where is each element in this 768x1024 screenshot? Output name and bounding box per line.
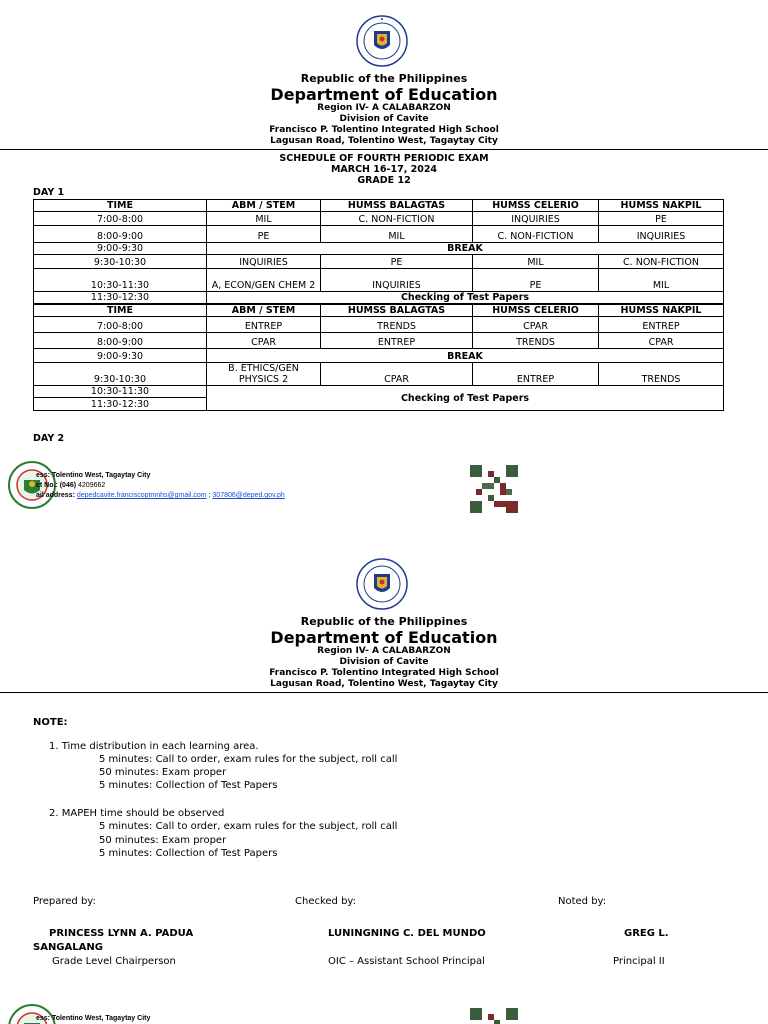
subject-cell: CPAR xyxy=(207,333,321,349)
time-cell: 10:30-11:30 xyxy=(34,269,207,292)
checked-by-title: OIC – Assistant School Principal xyxy=(328,956,485,967)
footer-contact-number: 4209662 xyxy=(78,482,106,489)
deped-seal-logo xyxy=(356,15,408,67)
department-title: Department of Education xyxy=(270,628,498,647)
table-row xyxy=(34,226,724,243)
time-cell: 9:00-9:30 xyxy=(34,349,207,363)
footer-address: ess: Tolentino West, Tagaytay City xyxy=(36,1015,151,1022)
exam-schedule-table xyxy=(33,199,724,411)
table-row xyxy=(34,212,724,226)
region-line: Region IV- A CALABARZON xyxy=(317,646,451,656)
republic-line: Republic of the Philippines xyxy=(300,615,468,628)
subject-cell: PE xyxy=(473,269,599,292)
column-header: ABM / STEM xyxy=(207,200,321,212)
column-header: HUMSS BALAGTAS xyxy=(321,200,473,212)
school-address: Lagusan Road, Tolentino West, Tagaytay City xyxy=(270,136,498,146)
column-header: TIME xyxy=(34,200,207,212)
footer-email-label: ail address: xyxy=(36,492,75,499)
header-divider xyxy=(0,692,768,693)
schedule-title: SCHEDULE OF FOURTH PERIODIC EXAM xyxy=(279,153,489,164)
break-cell: BREAK xyxy=(207,243,724,255)
column-header: TIME xyxy=(34,304,207,317)
table-row xyxy=(34,269,724,292)
table-header-row xyxy=(34,304,724,317)
time-cell: 8:00-9:00 xyxy=(34,226,207,243)
qr-code xyxy=(470,1008,518,1024)
subject-cell: ENTREP xyxy=(473,363,599,386)
subject-cell: C. NON-FICTION xyxy=(599,255,724,269)
checking-cell: Checking of Test Papers xyxy=(207,386,724,411)
noted-by-label: Noted by: xyxy=(558,896,607,907)
subject-cell: ENTREP xyxy=(599,317,724,333)
schedule-grade: GRADE 12 xyxy=(357,175,411,186)
subject-cell: INQUIRIES xyxy=(473,212,599,226)
table-row xyxy=(34,255,724,269)
table-row xyxy=(34,363,724,386)
time-cell: 10:30-11:30 xyxy=(34,386,207,398)
checking-row xyxy=(34,292,724,305)
subject-cell: TRENDS xyxy=(599,363,724,386)
checked-by-label: Checked by: xyxy=(295,896,356,907)
footer-contact-label: ct No.: (046) xyxy=(36,482,77,489)
column-header: HUMSS BALAGTAS xyxy=(321,304,473,317)
break-row xyxy=(34,349,724,363)
note-item-1-line: 50 minutes: Exam proper xyxy=(99,767,227,778)
footer-email-link[interactable]: depedcavite.franciscoptmnhs@gmail.com xyxy=(76,492,207,499)
school-name: Francisco P. Tolentino Integrated High School xyxy=(269,125,499,135)
footer-address: ess: Tolentino West, Tagaytay City xyxy=(36,472,151,479)
subject-cell: PE xyxy=(599,212,724,226)
department-title: Department of Education xyxy=(270,85,498,104)
prepared-by-name-cont: SANGALANG xyxy=(33,942,103,953)
subject-cell: PE xyxy=(321,255,473,269)
region-line: Region IV- A CALABARZON xyxy=(317,103,451,113)
subject-cell: MIL xyxy=(207,212,321,226)
school-name: Francisco P. Tolentino Integrated High School xyxy=(269,668,499,678)
break-row xyxy=(34,243,724,255)
subject-cell: CPAR xyxy=(321,363,473,386)
noted-by-name: GREG L. xyxy=(624,928,669,939)
subject-cell: CPAR xyxy=(473,317,599,333)
note-item-2-line: 5 minutes: Collection of Test Papers xyxy=(99,848,278,859)
subject-cell: INQUIRIES xyxy=(599,226,724,243)
subject-cell: MIL xyxy=(599,269,724,292)
table-row xyxy=(34,317,724,333)
column-header: HUMSS CELERIO xyxy=(473,304,599,317)
republic-line: Republic of the Philippines xyxy=(300,72,468,85)
note-item-2-line: 5 minutes: Call to order, exam rules for the subject, roll call xyxy=(99,821,398,832)
header-divider xyxy=(0,149,768,150)
subject-cell: C. NON-FICTION xyxy=(473,226,599,243)
subject-cell: ENTREP xyxy=(207,317,321,333)
noted-by-title: Principal II xyxy=(613,956,665,967)
table-row xyxy=(34,386,724,398)
subject-cell: MIL xyxy=(321,226,473,243)
table-row xyxy=(34,333,724,349)
subject-cell: INQUIRIES xyxy=(321,269,473,292)
qr-code xyxy=(470,465,518,513)
subject-cell: TRENDS xyxy=(321,317,473,333)
schedule-dates: MARCH 16-17, 2024 xyxy=(330,164,438,175)
deped-seal-logo xyxy=(356,558,408,610)
time-cell: 8:00-9:00 xyxy=(34,333,207,349)
footer-email-separator: ; xyxy=(208,492,211,499)
note-item-1-line: 5 minutes: Call to order, exam rules for the subject, roll call xyxy=(99,754,398,765)
note-item-2: 2. MAPEH time should be observed xyxy=(49,808,225,819)
time-cell: 11:30-12:30 xyxy=(34,292,207,305)
subject-cell: INQUIRIES xyxy=(207,255,321,269)
prepared-by-label: Prepared by: xyxy=(33,896,96,907)
day1-label: DAY 1 xyxy=(33,187,65,198)
time-cell: 11:30-12:30 xyxy=(34,398,207,411)
footer-address-block xyxy=(36,471,285,501)
table-header-row xyxy=(34,200,724,212)
subject-cell: MIL xyxy=(473,255,599,269)
time-cell: 9:30-10:30 xyxy=(34,363,207,386)
subject-cell: C. NON-FICTION xyxy=(321,212,473,226)
day2-label: DAY 2 xyxy=(33,433,65,444)
note-item-2-line: 50 minutes: Exam proper xyxy=(99,835,227,846)
time-cell: 9:00-9:30 xyxy=(34,243,207,255)
column-header: ABM / STEM xyxy=(207,304,321,317)
division-line: Division of Cavite xyxy=(339,114,429,124)
footer-email-link-2[interactable]: 307806@deped.gov.ph xyxy=(212,492,285,499)
footer-address-block xyxy=(36,1014,150,1024)
division-line: Division of Cavite xyxy=(339,657,429,667)
subject-cell: TRENDS xyxy=(473,333,599,349)
note-item-1: 1. Time distribution in each learning area. xyxy=(49,741,259,752)
checking-cell: Checking of Test Papers xyxy=(207,292,724,305)
prepared-by-title: Grade Level Chairperson xyxy=(52,956,176,967)
column-header: HUMSS NAKPIL xyxy=(599,200,724,212)
subject-cell: ENTREP xyxy=(321,333,473,349)
subject-cell: B. ETHICS/GEN PHYSICS 2 xyxy=(207,363,321,386)
checked-by-name: LUNINGNING C. DEL MUNDO xyxy=(328,928,486,939)
subject-cell: PE xyxy=(207,226,321,243)
time-cell: 7:00-8:00 xyxy=(34,212,207,226)
column-header: HUMSS CELERIO xyxy=(473,200,599,212)
subject-cell: A, ECON/GEN CHEM 2 xyxy=(207,269,321,292)
note-heading: NOTE: xyxy=(33,717,68,728)
prepared-by-name: PRINCESS LYNN A. PADUA xyxy=(49,928,194,939)
column-header: HUMSS NAKPIL xyxy=(599,304,724,317)
time-cell: 7:00-8:00 xyxy=(34,317,207,333)
note-item-1-line: 5 minutes: Collection of Test Papers xyxy=(99,780,278,791)
school-address: Lagusan Road, Tolentino West, Tagaytay City xyxy=(270,679,498,689)
subject-cell: CPAR xyxy=(599,333,724,349)
break-cell: BREAK xyxy=(207,349,724,363)
time-cell: 9:30-10:30 xyxy=(34,255,207,269)
